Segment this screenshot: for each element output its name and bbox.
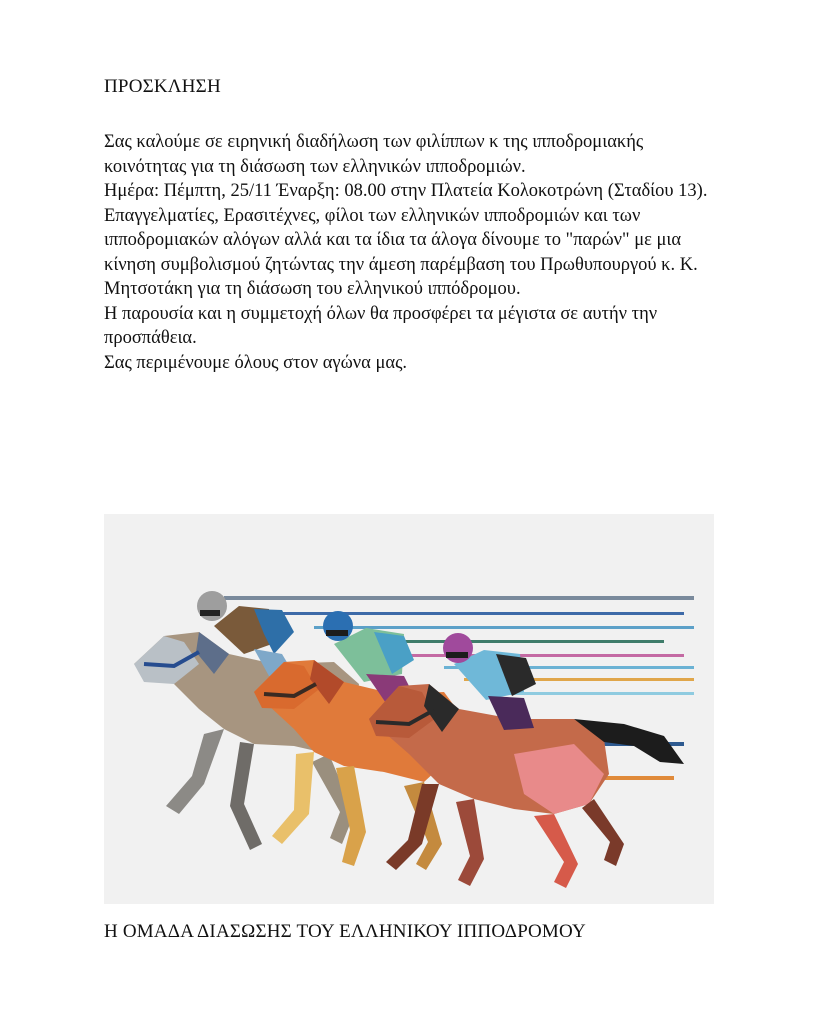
signature-line: Η ΟΜΑΔΑ ΔΙΑΣΩΣΗΣ ΤΟΥ ΕΛΛΗΝΙΚΟΥ ΙΠΠΟΔΡΟΜΟΥ xyxy=(104,921,586,942)
paragraph-participants: Επαγγελματίες, Ερασιτέχνες, φίλοι των ελληνικών ιπποδρομιών και των ιπποδρομιακών αλόγων αλλά και τα ίδια τα άλογα δίνουμε το "παρών" με μια κίνηση συμβολισμού ζητώντας την άμεση παρέμβαση του Πρωθυπουργού κ. Κ. Μητσοτάκη για τη διάσωση του ελληνικού ιππόδρομου. xyxy=(104,205,698,299)
paragraph-closing: Σας περιμένουμε όλους στον αγώνα μας. xyxy=(104,352,408,373)
horse-race-graphic xyxy=(104,514,714,904)
invitation-title: ΠΡΟΣΚΛΗΣΗ xyxy=(104,76,221,97)
paragraph-participation: Η παρουσία και η συμμετοχή όλων θα προσφέρει τα μέγιστα σε αυτήν την προσπάθεια. xyxy=(104,303,658,348)
horse-brown xyxy=(369,633,684,888)
paragraph-intro: Σας καλούμε σε ειρηνική διαδήλωση των φιλίππων κ της ιπποδρομιακής κοινότητας για τη διάσωση των ελληνικών ιπποδρομιών. xyxy=(104,132,644,177)
invitation-body xyxy=(104,130,724,375)
paragraph-date-time: Ημέρα: Πέμπτη, 25/11 Έναρξη: 08.00 στην Πλατεία Κολοκοτρώνη (Σταδίου 13). xyxy=(104,181,708,201)
horse-race-illustration xyxy=(104,514,714,904)
